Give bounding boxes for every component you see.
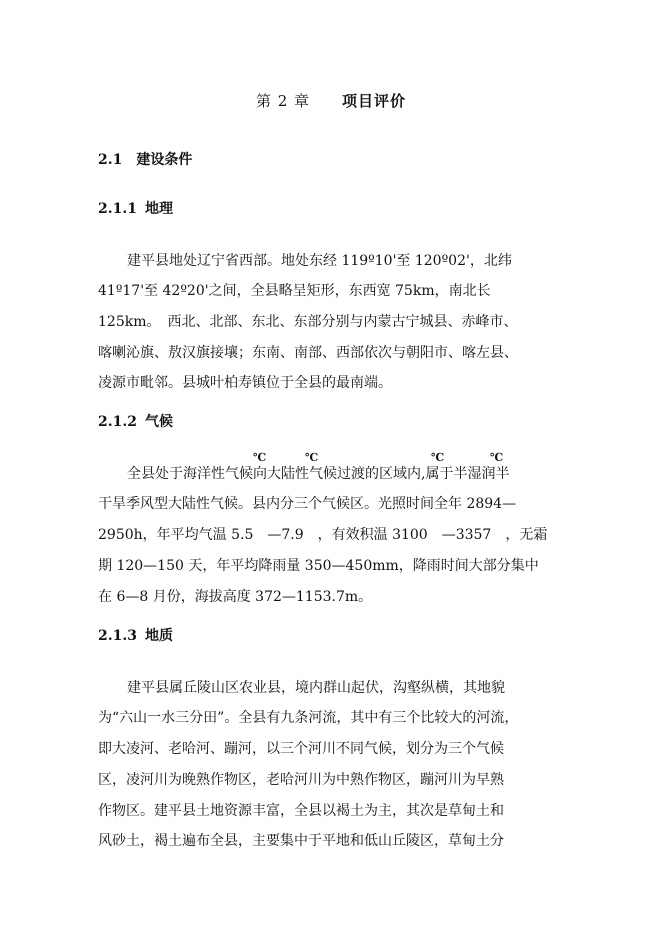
- paragraph-line: 作物区。建平县土地资源丰富，全县以褐土为主，其次是草甸土和: [98, 803, 504, 819]
- paragraph-line: 为“六山一水三分田”。全县有九条河流，其中有三个比较大的河流，: [98, 710, 519, 726]
- paragraph-line: 即大凌河、老哈河、蹦河，以三个河川不同气候，划分为三个气候: [98, 741, 504, 757]
- paragraph-line: 建平县地处辽宁省西部。地处东经 119º10'至 120º02'，北纬: [127, 253, 512, 269]
- paragraph-line: 区，凌河川为晚熟作物区，老哈河川为中熟作物区，蹦河川为早熟: [98, 772, 504, 788]
- section-heading-2-1-2: [98, 411, 173, 431]
- section-title: 建设条件: [136, 152, 193, 168]
- paragraph-line: 风砂土，褐土遍布全县，主要集中于平地和低山丘陵区，草甸土分: [98, 833, 504, 849]
- section-title: 地质: [144, 628, 173, 644]
- paragraph-line: 41º17'至 42º20'之间，全县略呈矩形，东西宽 75km，南北长: [98, 283, 491, 299]
- paragraph-line: 干旱季风型大陆性气候。县内分三个气候区。光照时间全年 2894—: [98, 496, 517, 512]
- paragraph-line: 全县处于海洋性气候向大陆性气候过渡的区域内,属于半湿润半: [127, 466, 510, 482]
- section-number: 2.1.2: [98, 414, 137, 430]
- section-number: 2.1.3: [98, 628, 137, 644]
- paragraph-line: 125km。 西北、北部、东北、东部分别与内蒙古宁城县、赤峰市、: [98, 314, 518, 330]
- paragraph-line: 建平县属丘陵山区农业县，境内群山起伏，沟壑纵横，其地貌: [127, 680, 505, 696]
- section-heading-2-1: [98, 149, 192, 169]
- paragraph-line: 喀喇沁旗、敖汉旗接壤；东南、南部、西部依次与朝阳市、喀左县、: [98, 345, 518, 361]
- section-heading-2-1-1: [98, 198, 173, 218]
- section-title: 地理: [144, 201, 173, 217]
- celsius-symbol: ℃: [490, 451, 504, 464]
- celsius-symbol: ℃: [305, 451, 319, 464]
- celsius-symbol: ℃: [253, 451, 267, 464]
- chapter-title: [0, 90, 662, 111]
- section-title: 气候: [144, 414, 173, 430]
- paragraph-line: 2950h，年平均气温 5.5 —7.9 ，有效积温 3100 —3357 ，无霜: [98, 527, 548, 543]
- chapter-title-text: 项目评价: [342, 92, 407, 110]
- paragraph-line: 在 6—8 月份，海拔高度 372—1153.7m。: [98, 589, 373, 605]
- paragraph-line: 期 120—150 天，年平均降雨量 350—450mm，降雨时间大部分集中: [98, 558, 539, 574]
- section-heading-2-1-3: [98, 625, 173, 645]
- section-number: 2.1: [98, 152, 123, 168]
- section-number: 2.1.1: [98, 201, 137, 217]
- celsius-symbol: ℃: [431, 451, 445, 464]
- paragraph-line: 凌源市毗邻。县城叶柏寿镇位于全县的最南端。: [98, 375, 392, 391]
- chapter-number: 第 2 章: [255, 92, 311, 110]
